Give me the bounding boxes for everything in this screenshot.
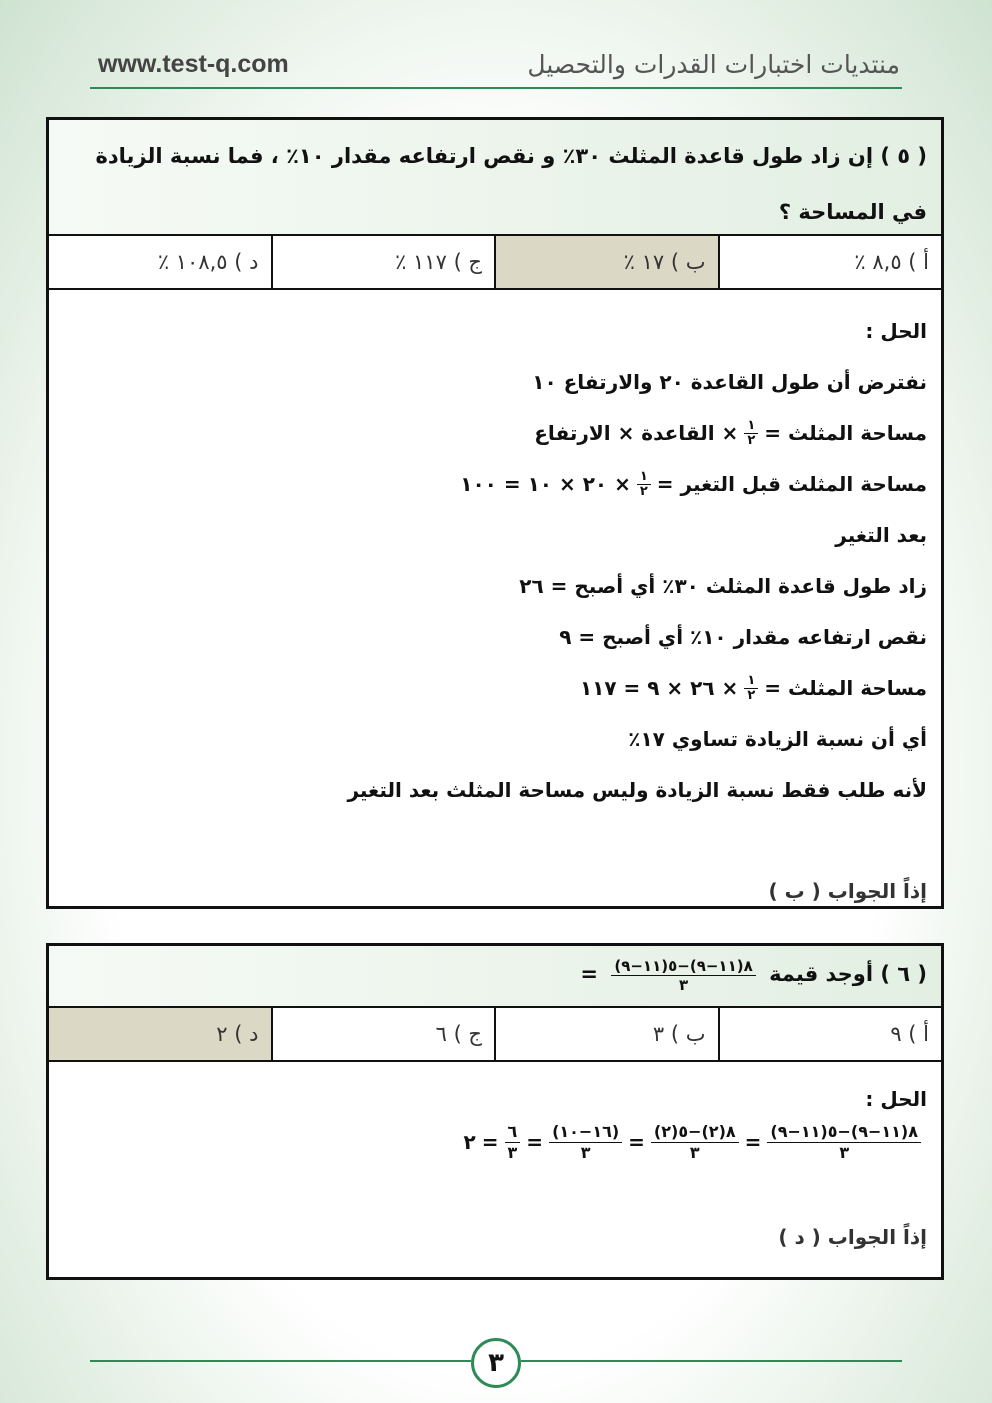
numerator: (١٦−١٠) (549, 1122, 622, 1143)
numerator: ١ (744, 419, 758, 434)
solution-line (63, 408, 927, 459)
denominator: ٢ (747, 433, 756, 448)
question-5-text: ( ٥ ) إن زاد طول قاعدة المثلث ٣٠٪ و نقص ارتفاعه مقدار ١٠٪ ، فما نسبة الزيادة في المساحة ؟ (49, 120, 941, 236)
option-letter: أ ) (908, 1022, 929, 1046)
question-label: ( ٦ ) أوجد قيمة (769, 962, 927, 986)
equals-sign: = (580, 962, 599, 986)
solution-line (63, 459, 927, 510)
option-a[interactable] (718, 1008, 942, 1060)
option-a[interactable] (718, 236, 942, 288)
numerator: ٦ (505, 1122, 521, 1143)
denominator: ٣ (839, 1142, 850, 1162)
denominator: ٢ (747, 688, 756, 703)
option-letter: ج ) (453, 1022, 482, 1046)
option-value: ٨,٥ ٪ (854, 250, 902, 274)
question-6-text (49, 946, 941, 1008)
equals-sign: = (628, 1129, 645, 1154)
option-letter: د ) (234, 1022, 259, 1046)
option-d[interactable] (49, 236, 271, 288)
numerator: ١ (744, 674, 758, 689)
site-url: www.test-q.com (98, 50, 289, 78)
fraction-step-3 (549, 1122, 622, 1163)
answer-5: إذاً الجواب ( ب ) (768, 879, 927, 903)
denominator: ٢ (639, 484, 648, 499)
expression-fraction (611, 957, 755, 994)
solution-line: نقص ارتفاعه مقدار ١٠٪ أي أصبح = ٩ (559, 625, 927, 649)
option-letter: ب ) (670, 250, 706, 274)
option-c[interactable] (271, 1008, 495, 1060)
option-c[interactable] (271, 236, 495, 288)
option-b[interactable] (494, 1008, 718, 1060)
page-number: ٣ (471, 1338, 521, 1388)
fraction-half (637, 470, 651, 499)
solution-title: الحل : (865, 319, 927, 343)
option-value: ١١٧ ٪ (395, 250, 447, 274)
fraction-step-4 (505, 1122, 521, 1163)
text: مساحة المثلث قبل التغير = (656, 472, 927, 496)
fraction-half (744, 674, 758, 703)
option-value: ١٠٨,٥ ٪ (157, 250, 228, 274)
text: × ٢٠ × ١٠ = ١٠٠ (460, 472, 631, 496)
option-value: ٣ (652, 1022, 665, 1046)
option-value: ٢ (216, 1022, 228, 1046)
solution-6 (49, 1062, 941, 1263)
question-6-options (49, 1008, 941, 1062)
text: مساحة المثلث = (764, 421, 927, 445)
text: × ٢٦ × ٩ = ١١٧ (579, 676, 739, 700)
denominator: ٣ (678, 975, 689, 994)
option-letter: أ ) (908, 250, 929, 274)
denominator: ٣ (507, 1142, 518, 1162)
numerator: ٨(٢)−٥(٢) (651, 1122, 739, 1143)
solution-equation (63, 1122, 927, 1162)
option-letter: ب ) (670, 1022, 706, 1046)
numerator: ٨(١١−٩)−٥(١١−٩) (767, 1122, 921, 1143)
denominator: ٣ (580, 1142, 591, 1162)
option-d[interactable] (49, 1008, 271, 1060)
equals-sign: = (526, 1129, 544, 1154)
numerator: ١ (637, 470, 651, 485)
result-value: ٢ (463, 1129, 476, 1154)
fraction-half (744, 419, 758, 448)
footer-divider-right (521, 1360, 902, 1362)
header-divider (90, 87, 902, 89)
solution-title: الحل : (865, 1087, 927, 1111)
denominator: ٣ (689, 1142, 700, 1162)
question-5-options (49, 236, 941, 290)
solution-line: لأنه طلب فقط نسبة الزيادة وليس مساحة المثلث بعد التغير (347, 778, 927, 802)
text: × القاعدة × الارتفاع (534, 421, 739, 445)
option-letter: ج ) (453, 250, 482, 274)
solution-line: زاد طول قاعدة المثلث ٣٠٪ أي أصبح = ٢٦ (519, 574, 927, 598)
answer-6: إذاً الجواب ( د ) (778, 1225, 927, 1249)
option-value: ١٧ ٪ (623, 250, 665, 274)
question-5-box (46, 117, 944, 909)
question-6-box (46, 943, 944, 1280)
option-value: ٩ (890, 1022, 902, 1046)
equals-sign: = (481, 1129, 499, 1154)
option-b[interactable] (494, 236, 718, 288)
solution-line: أي أن نسبة الزيادة تساوي ١٧٪ (628, 727, 927, 751)
footer-divider-left (90, 1360, 471, 1362)
option-letter: د ) (234, 250, 259, 274)
fraction-step-1 (767, 1122, 921, 1163)
solution-line (63, 663, 927, 714)
equals-sign: = (744, 1129, 762, 1154)
forum-title: منتديات اختبارات القدرات والتحصيل (527, 50, 900, 79)
solution-line: بعد التغير (835, 523, 927, 547)
option-value: ٦ (435, 1022, 447, 1046)
solution-line: نفترض أن طول القاعدة ٢٠ والارتفاع ١٠ (532, 370, 927, 394)
text: مساحة المثلث = (764, 676, 927, 700)
fraction-step-2 (651, 1122, 739, 1163)
solution-5 (49, 290, 941, 917)
numerator: ٨(١١−٩)−٥(١١−٩) (611, 957, 755, 976)
